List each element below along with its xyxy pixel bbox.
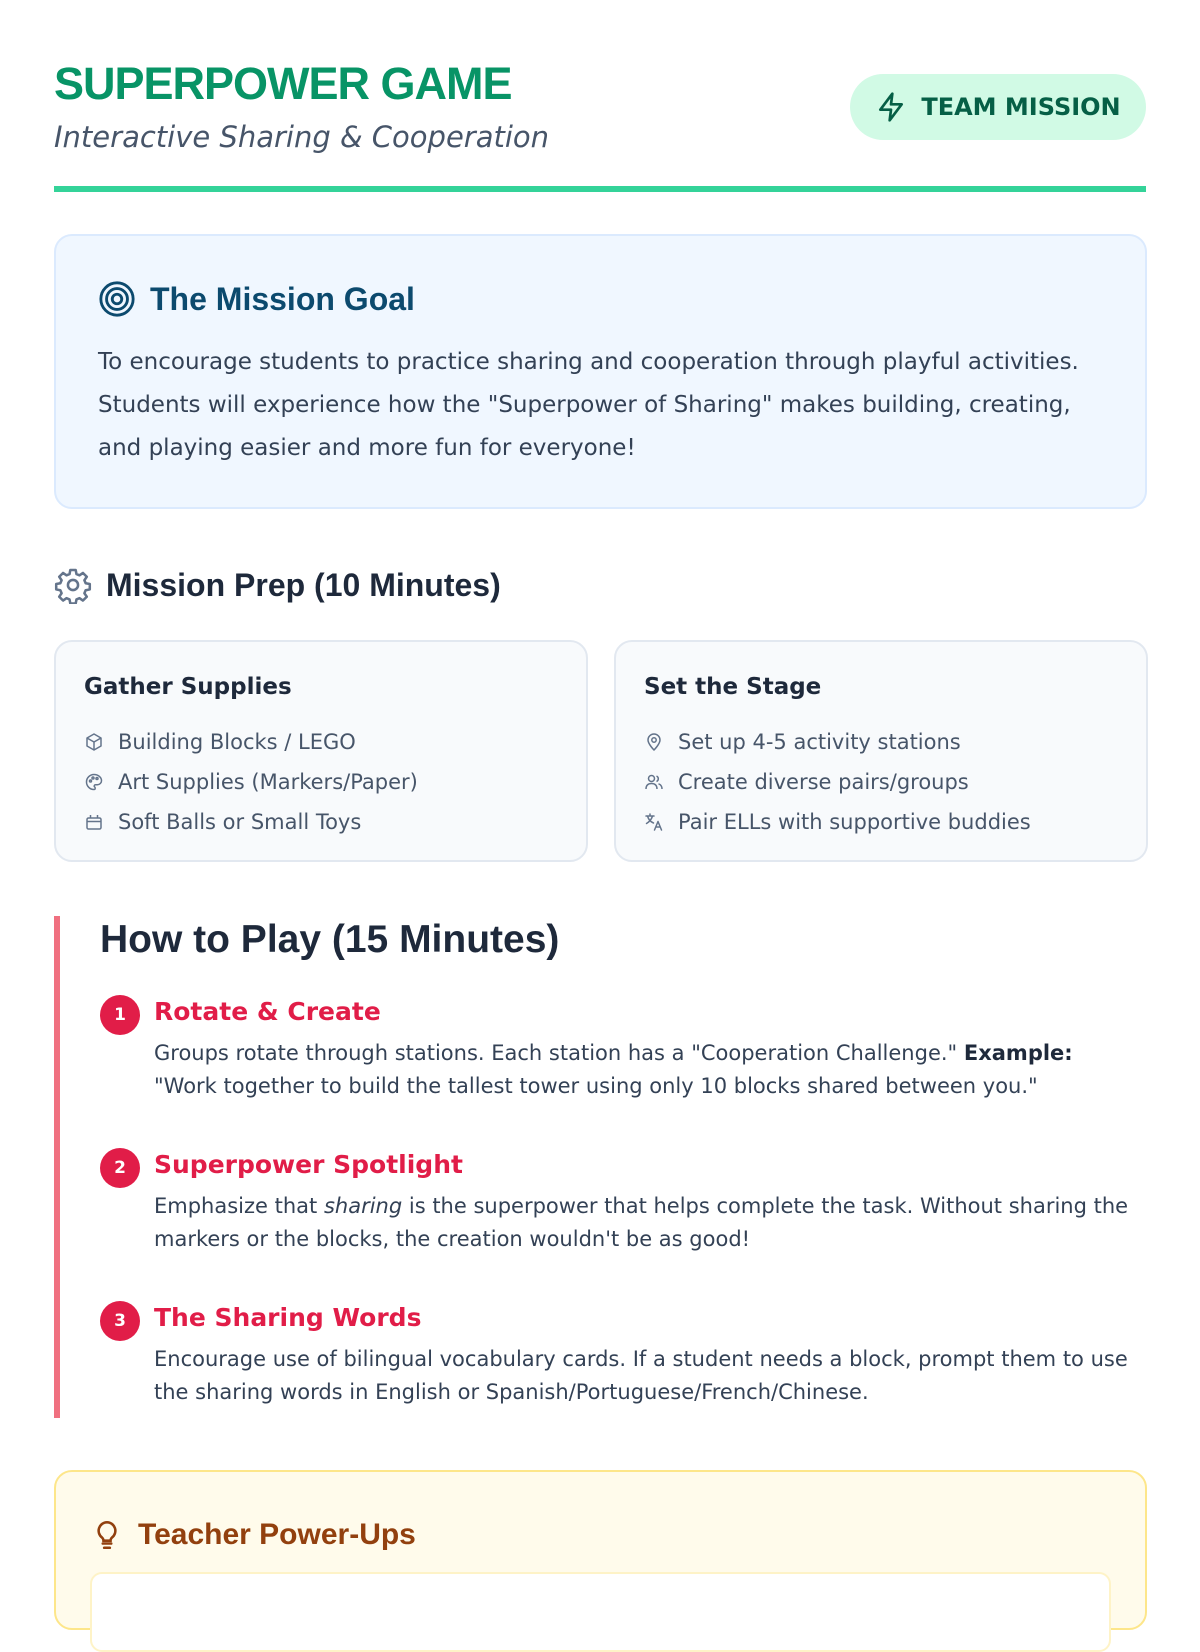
list-item-label: Pair ELLs with supportive buddies: [678, 810, 1031, 834]
card-title: Set the Stage: [644, 674, 822, 700]
list-item-label: Soft Balls or Small Toys: [118, 810, 362, 834]
step-number: 1: [100, 995, 140, 1035]
page-header: [54, 58, 1146, 188]
stage-list: [644, 722, 1031, 842]
step-description: [154, 1190, 1134, 1256]
example-label: Example:: [963, 1041, 1073, 1065]
list-item: [644, 802, 1031, 842]
card-title: Gather Supplies: [84, 674, 292, 700]
cube-icon: [84, 732, 104, 752]
team-mission-badge: [850, 74, 1146, 140]
step-title: Superpower Spotlight: [154, 1150, 463, 1179]
mission-prep-heading: [54, 566, 501, 604]
target-icon: [98, 280, 136, 318]
list-item: [644, 722, 1031, 762]
teacher-power-ups-title: Teacher Power-Ups: [138, 1518, 416, 1551]
list-item-label: Set up 4-5 activity stations: [678, 730, 961, 754]
teacher-power-ups-card: [54, 1470, 1147, 1630]
list-item-label: Art Supplies (Markers/Paper): [118, 770, 418, 794]
supplies-list: [84, 722, 418, 842]
step-title: The Sharing Words: [154, 1303, 422, 1332]
page-title: SUPERPOWER GAME: [54, 58, 512, 109]
translate-icon: [644, 812, 664, 832]
mission-goal-heading: [98, 280, 415, 318]
gear-icon: [54, 566, 92, 604]
list-item: [644, 762, 1031, 802]
list-item: [84, 802, 418, 842]
map-pin-icon: [644, 732, 664, 752]
how-to-play-title: How to Play (15 Minutes): [100, 918, 560, 961]
step-text: "Work together to build the tallest tower using only 10 blocks shared between you.": [154, 1074, 1038, 1098]
gather-supplies-card: [54, 640, 588, 862]
list-item: [84, 722, 418, 762]
step-number: 3: [100, 1301, 140, 1341]
step-number: 2: [100, 1148, 140, 1188]
step-text: Emphasize that: [154, 1194, 324, 1218]
header-divider: [54, 186, 1146, 192]
mission-goal-text: To encourage students to practice sharing and cooperation through playful activities. Students will experience how the "Superpower of Sharing" makes building, creating, and playing easier and more fun for everyone!: [98, 349, 1079, 461]
list-item-label: Create diverse pairs/groups: [678, 770, 969, 794]
step-text: is the superpower that helps complete the task. Without sharing the markers or the blocks, the creation wouldn't be as good!: [154, 1194, 1129, 1251]
tip-box: [90, 1572, 1111, 1652]
mission-prep-title: Mission Prep (10 Minutes): [106, 566, 501, 603]
badge-label: TEAM MISSION: [921, 93, 1121, 121]
box-icon: [84, 812, 104, 832]
lightning-icon: [875, 91, 907, 123]
mission-goal-card: [54, 234, 1147, 509]
mission-goal-title: The Mission Goal: [150, 280, 415, 317]
list-item: [84, 762, 418, 802]
users-icon: [644, 772, 664, 792]
step-title: Rotate & Create: [154, 997, 381, 1026]
step-text: Groups rotate through stations. Each station has a "Cooperation Challenge.": [154, 1041, 964, 1065]
teacher-power-ups-heading: [90, 1518, 416, 1552]
set-the-stage-card: [614, 640, 1148, 862]
lightbulb-icon: [90, 1518, 124, 1552]
how-to-play-accent-bar: [54, 916, 60, 1418]
page-subtitle: Interactive Sharing & Cooperation: [54, 120, 550, 154]
palette-icon: [84, 772, 104, 792]
emphasis-text: sharing: [323, 1194, 403, 1218]
step-description: [154, 1037, 1134, 1103]
list-item-label: Building Blocks / LEGO: [118, 730, 356, 754]
step-description: Encourage use of bilingual vocabulary cards. If a student needs a block, prompt them to use the sharing words in English or Spanish/Portuguese/French/Chinese.: [154, 1347, 1128, 1404]
